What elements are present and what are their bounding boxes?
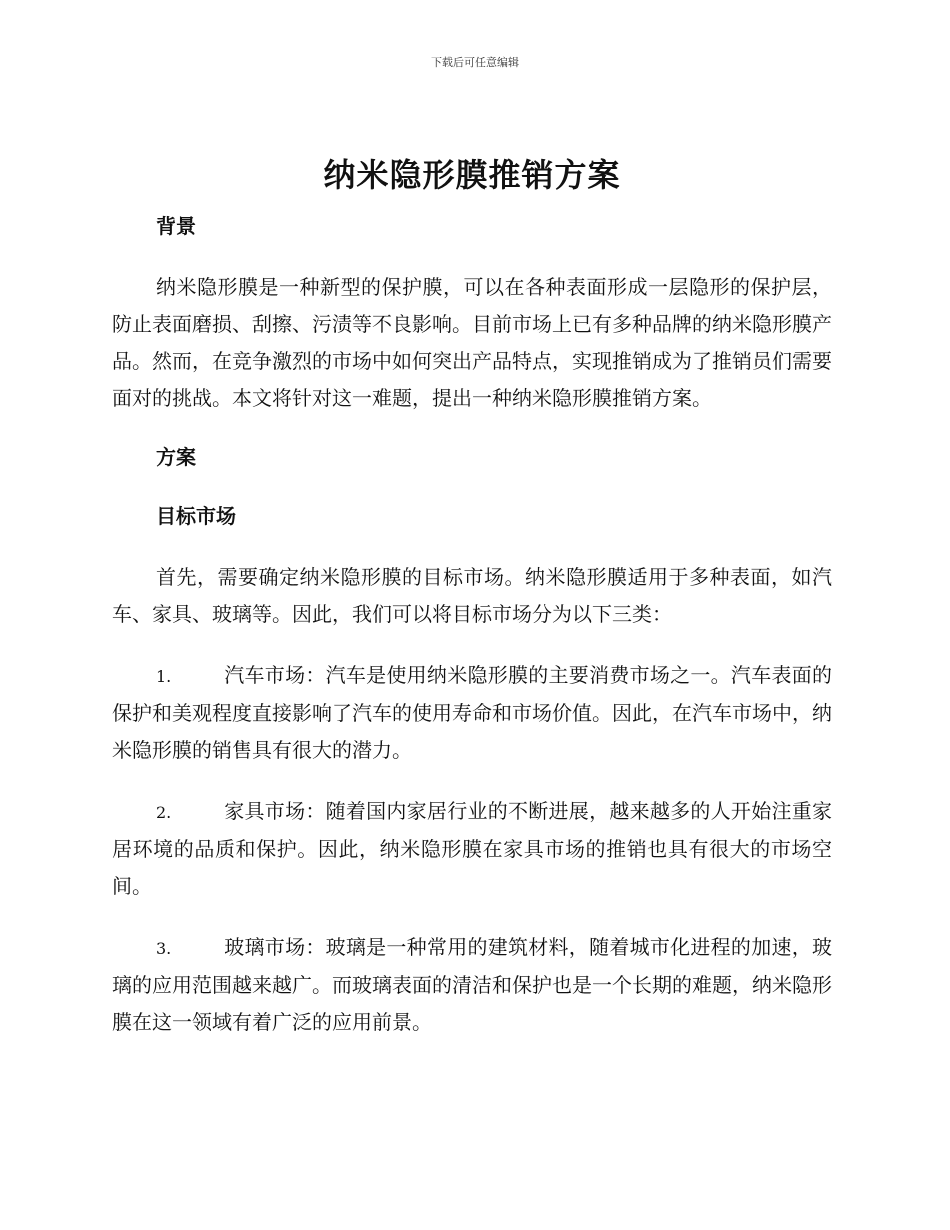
list-number: 2.	[156, 803, 172, 822]
list-item-text: 家具市场：随着国内家居行业的不断进展，越来越多的人开始注重家居环境的品质和保护。因此，纳米隐形膜在家具市场的推销也具有很大的市场空间。	[112, 799, 832, 898]
heading-plan: 方案	[156, 445, 196, 469]
list-item-text: 玻璃市场：玻璃是一种常用的建筑材料，随着城市化进程的加速，玻璃的应用范围越来越广。而玻璃表面的清洁和保护也是一个长期的难题，纳米隐形膜在这一领域有着广泛的应用前景。	[112, 935, 832, 1034]
page-header: 下载后可任意编辑	[431, 56, 519, 69]
background-paragraph: 纳米隐形膜是一种新型的保护膜，可以在各种表面形成一层隐形的保护层，防止表面磨损、刮擦、污渍等不良影响。目前市场上已有多种品牌的纳米隐形膜产品。然而，在竞争激烈的市场中如何突出产品特点，实现推销成为了推销员们需要面对的挑战。本文将针对这一难题，提出一种纳米隐形膜推销方案。	[112, 275, 832, 410]
document-title: 纳米隐形膜推销方案	[323, 156, 621, 194]
heading-target-market: 目标市场	[156, 504, 236, 528]
target-market-paragraph: 首先，需要确定纳米隐形膜的目标市场。纳米隐形膜适用于多种表面，如汽车、家具、玻璃等。因此，我们可以将目标市场分为以下三类：	[112, 565, 832, 626]
list-item-glass-market	[112, 929, 832, 1041]
list-item-text: 汽车市场：汽车是使用纳米隐形膜的主要消费市场之一。汽车表面的保护和美观程度直接影响了汽车的使用寿命和市场价值。因此，在汽车市场中，纳米隐形膜的销售具有很大的潜力。	[112, 663, 832, 762]
list-item-car-market	[112, 657, 832, 769]
list-item-furniture-market	[112, 793, 832, 905]
list-number: 3.	[156, 939, 172, 958]
document-body	[112, 150, 832, 1065]
heading-background: 背景	[156, 214, 196, 238]
list-number: 1.	[156, 667, 172, 686]
